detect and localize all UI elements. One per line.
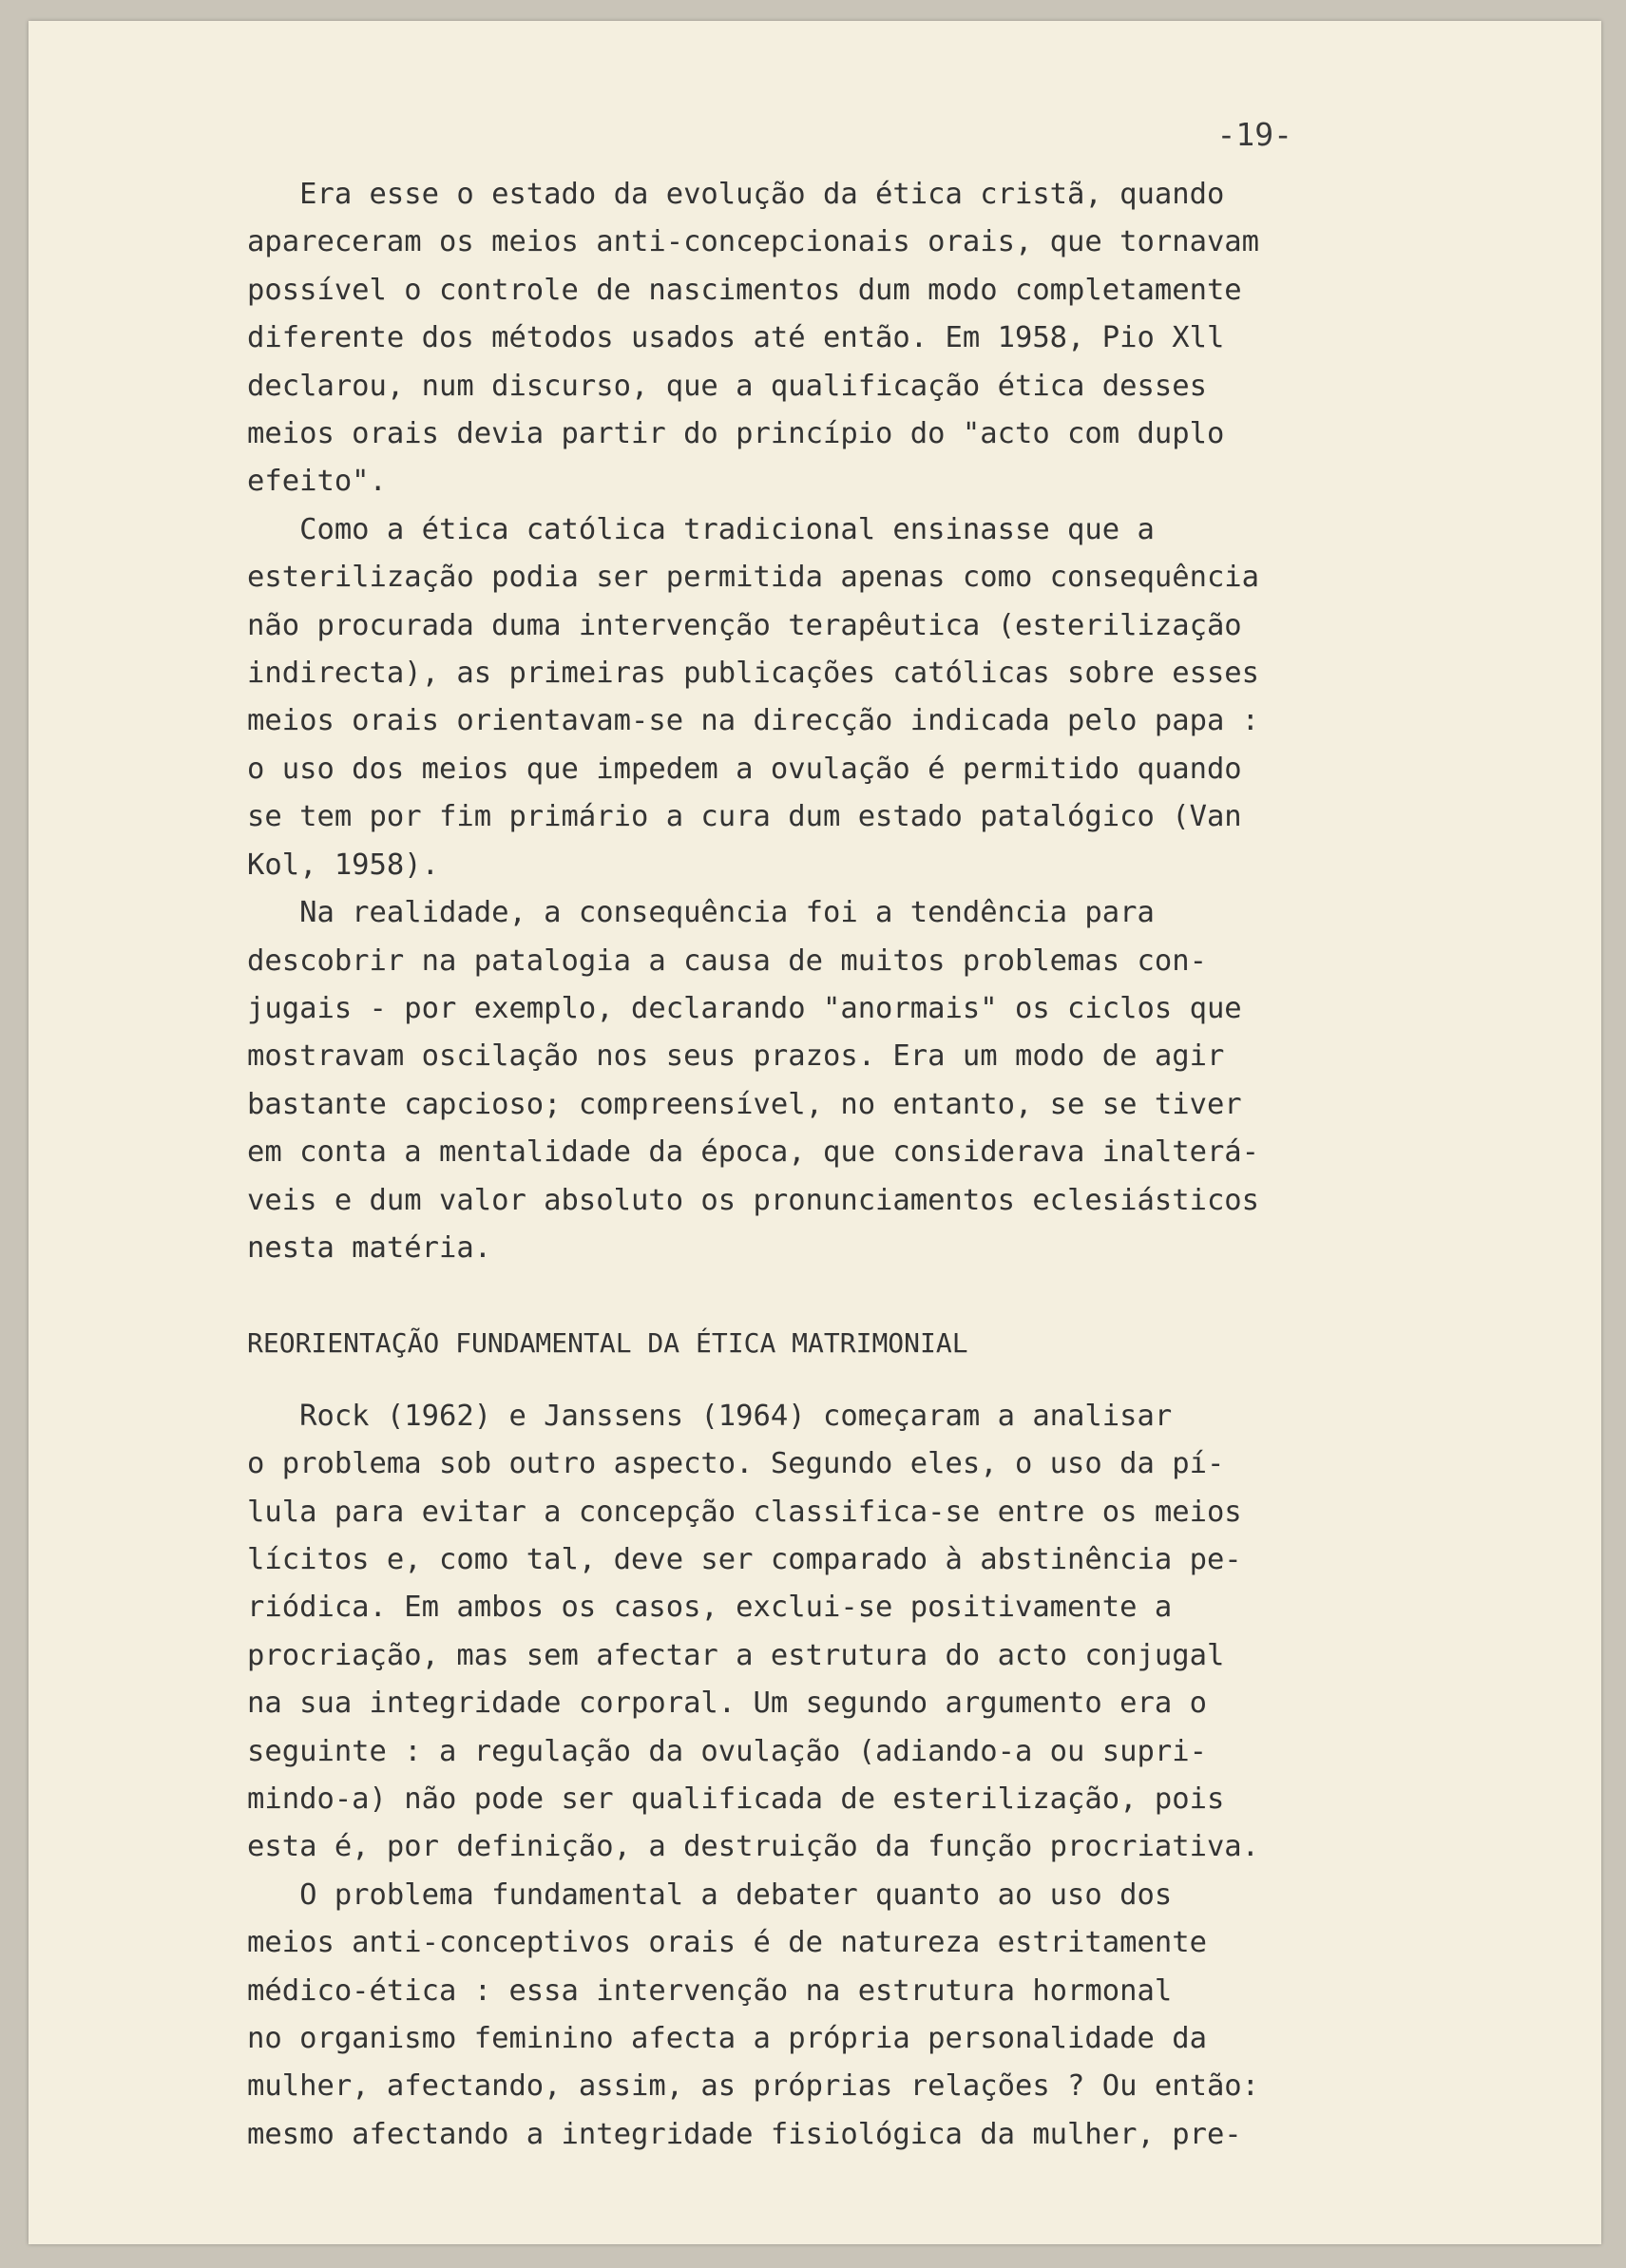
text-line: O problema fundamental a debater quanto ao uso dos — [247, 1877, 1173, 1912]
body-text — [247, 171, 1435, 2159]
text-line: em conta a mentalidade da época, que considerava inalterá- — [247, 1135, 1260, 1170]
text-line: declarou, num discurso, que a qualificação ética desses — [247, 369, 1207, 403]
text-line: lícitos e, como tal, deve ser comparado à abstinência pe- — [247, 1542, 1242, 1576]
text-line: descobrir na patalogia a causa de muitos problemas con- — [247, 943, 1207, 978]
text-line: possível o controle de nascimentos dum modo completamente — [247, 273, 1242, 307]
text-line: não procurada duma intervenção terapêutica (esterilização — [247, 608, 1242, 642]
text-line: efeito". — [247, 465, 387, 499]
text-line: seguinte : a regulação da ovulação (adiando-a ou supri- — [247, 1734, 1207, 1768]
text-line: mostravam oscilação nos seus prazos. Era um modo de agir — [247, 1039, 1225, 1074]
text-line: na sua integridade corporal. Um segundo argumento era o — [247, 1687, 1207, 1721]
text-line: diferente dos métodos usados até então. Em 1958, Pio Xll — [247, 321, 1225, 355]
text-line: no organismo feminino afecta a própria personalidade da — [247, 2022, 1207, 2056]
text-line: esta é, por definição, a destruição da função procriativa. — [247, 1830, 1260, 1864]
text-line: procriação, mas sem afectar a estrutura do acto conjugal — [247, 1638, 1225, 1672]
text-line: meios orais devia partir do princípio do "acto com duplo — [247, 417, 1225, 451]
text-line: meios orais orientavam-se na direcção indicada pelo papa : — [247, 704, 1260, 738]
text-line: Como a ética católica tradicional ensinasse que a — [247, 512, 1155, 546]
text-line: nesta matéria. — [247, 1230, 492, 1265]
text-line: indirecta), as primeiras publicações católicas sobre esses — [247, 657, 1260, 691]
text-line: se tem por fim primário a cura dum estado patalógico (Van — [247, 800, 1242, 834]
text-line: mindo-a) não pode ser qualificada de esterilização, pois — [247, 1782, 1225, 1816]
text-line: jugais - por exemplo, declarando "anormais" os ciclos que — [247, 991, 1242, 1025]
text-line: médico-ética : essa intervenção na estrutura hormonal — [247, 1973, 1173, 2008]
text-line: bastante capcioso; compreensível, no entanto, se se tiver — [247, 1087, 1242, 1121]
text-line: apareceram os meios anti-concepcionais orais, que tornavam — [247, 225, 1260, 259]
text-line: Kol, 1958). — [247, 848, 439, 882]
text-line: veis e dum valor absoluto os pronunciamentos eclesiásticos — [247, 1183, 1260, 1217]
text-line: Na realidade, a consequência foi a tendência para — [247, 896, 1155, 930]
text-line: Rock (1962) e Janssens (1964) começaram a analisar — [247, 1399, 1173, 1433]
text-line: esterilização podia ser permitida apenas como consequência — [247, 561, 1260, 595]
text-line: o uso dos meios que impedem a ovulação é permitido quando — [247, 752, 1242, 786]
typed-page — [29, 21, 1601, 2244]
text-line: riódica. Em ambos os casos, exclui-se positivamente a — [247, 1591, 1173, 1625]
text-line: meios anti-conceptivos orais é de natureza estritamente — [247, 1926, 1207, 1960]
text-line: mesmo afectando a integridade fisiológica da mulher, pre- — [247, 2117, 1242, 2151]
page-number: -19- — [1216, 116, 1292, 153]
text-line: o problema sob outro aspecto. Segundo eles, o uso da pí- — [247, 1447, 1225, 1481]
text-line: lula para evitar a concepção classifica-se entre os meios — [247, 1495, 1242, 1529]
text-line: mulher, afectando, assim, as próprias relações ? Ou então: — [247, 2069, 1260, 2104]
text-line: Era esse o estado da evolução da ética cristã, quando — [247, 178, 1225, 211]
section-heading: REORIENTAÇÃO FUNDAMENTAL DA ÉTICA MATRIMONIAL — [247, 1327, 968, 1360]
